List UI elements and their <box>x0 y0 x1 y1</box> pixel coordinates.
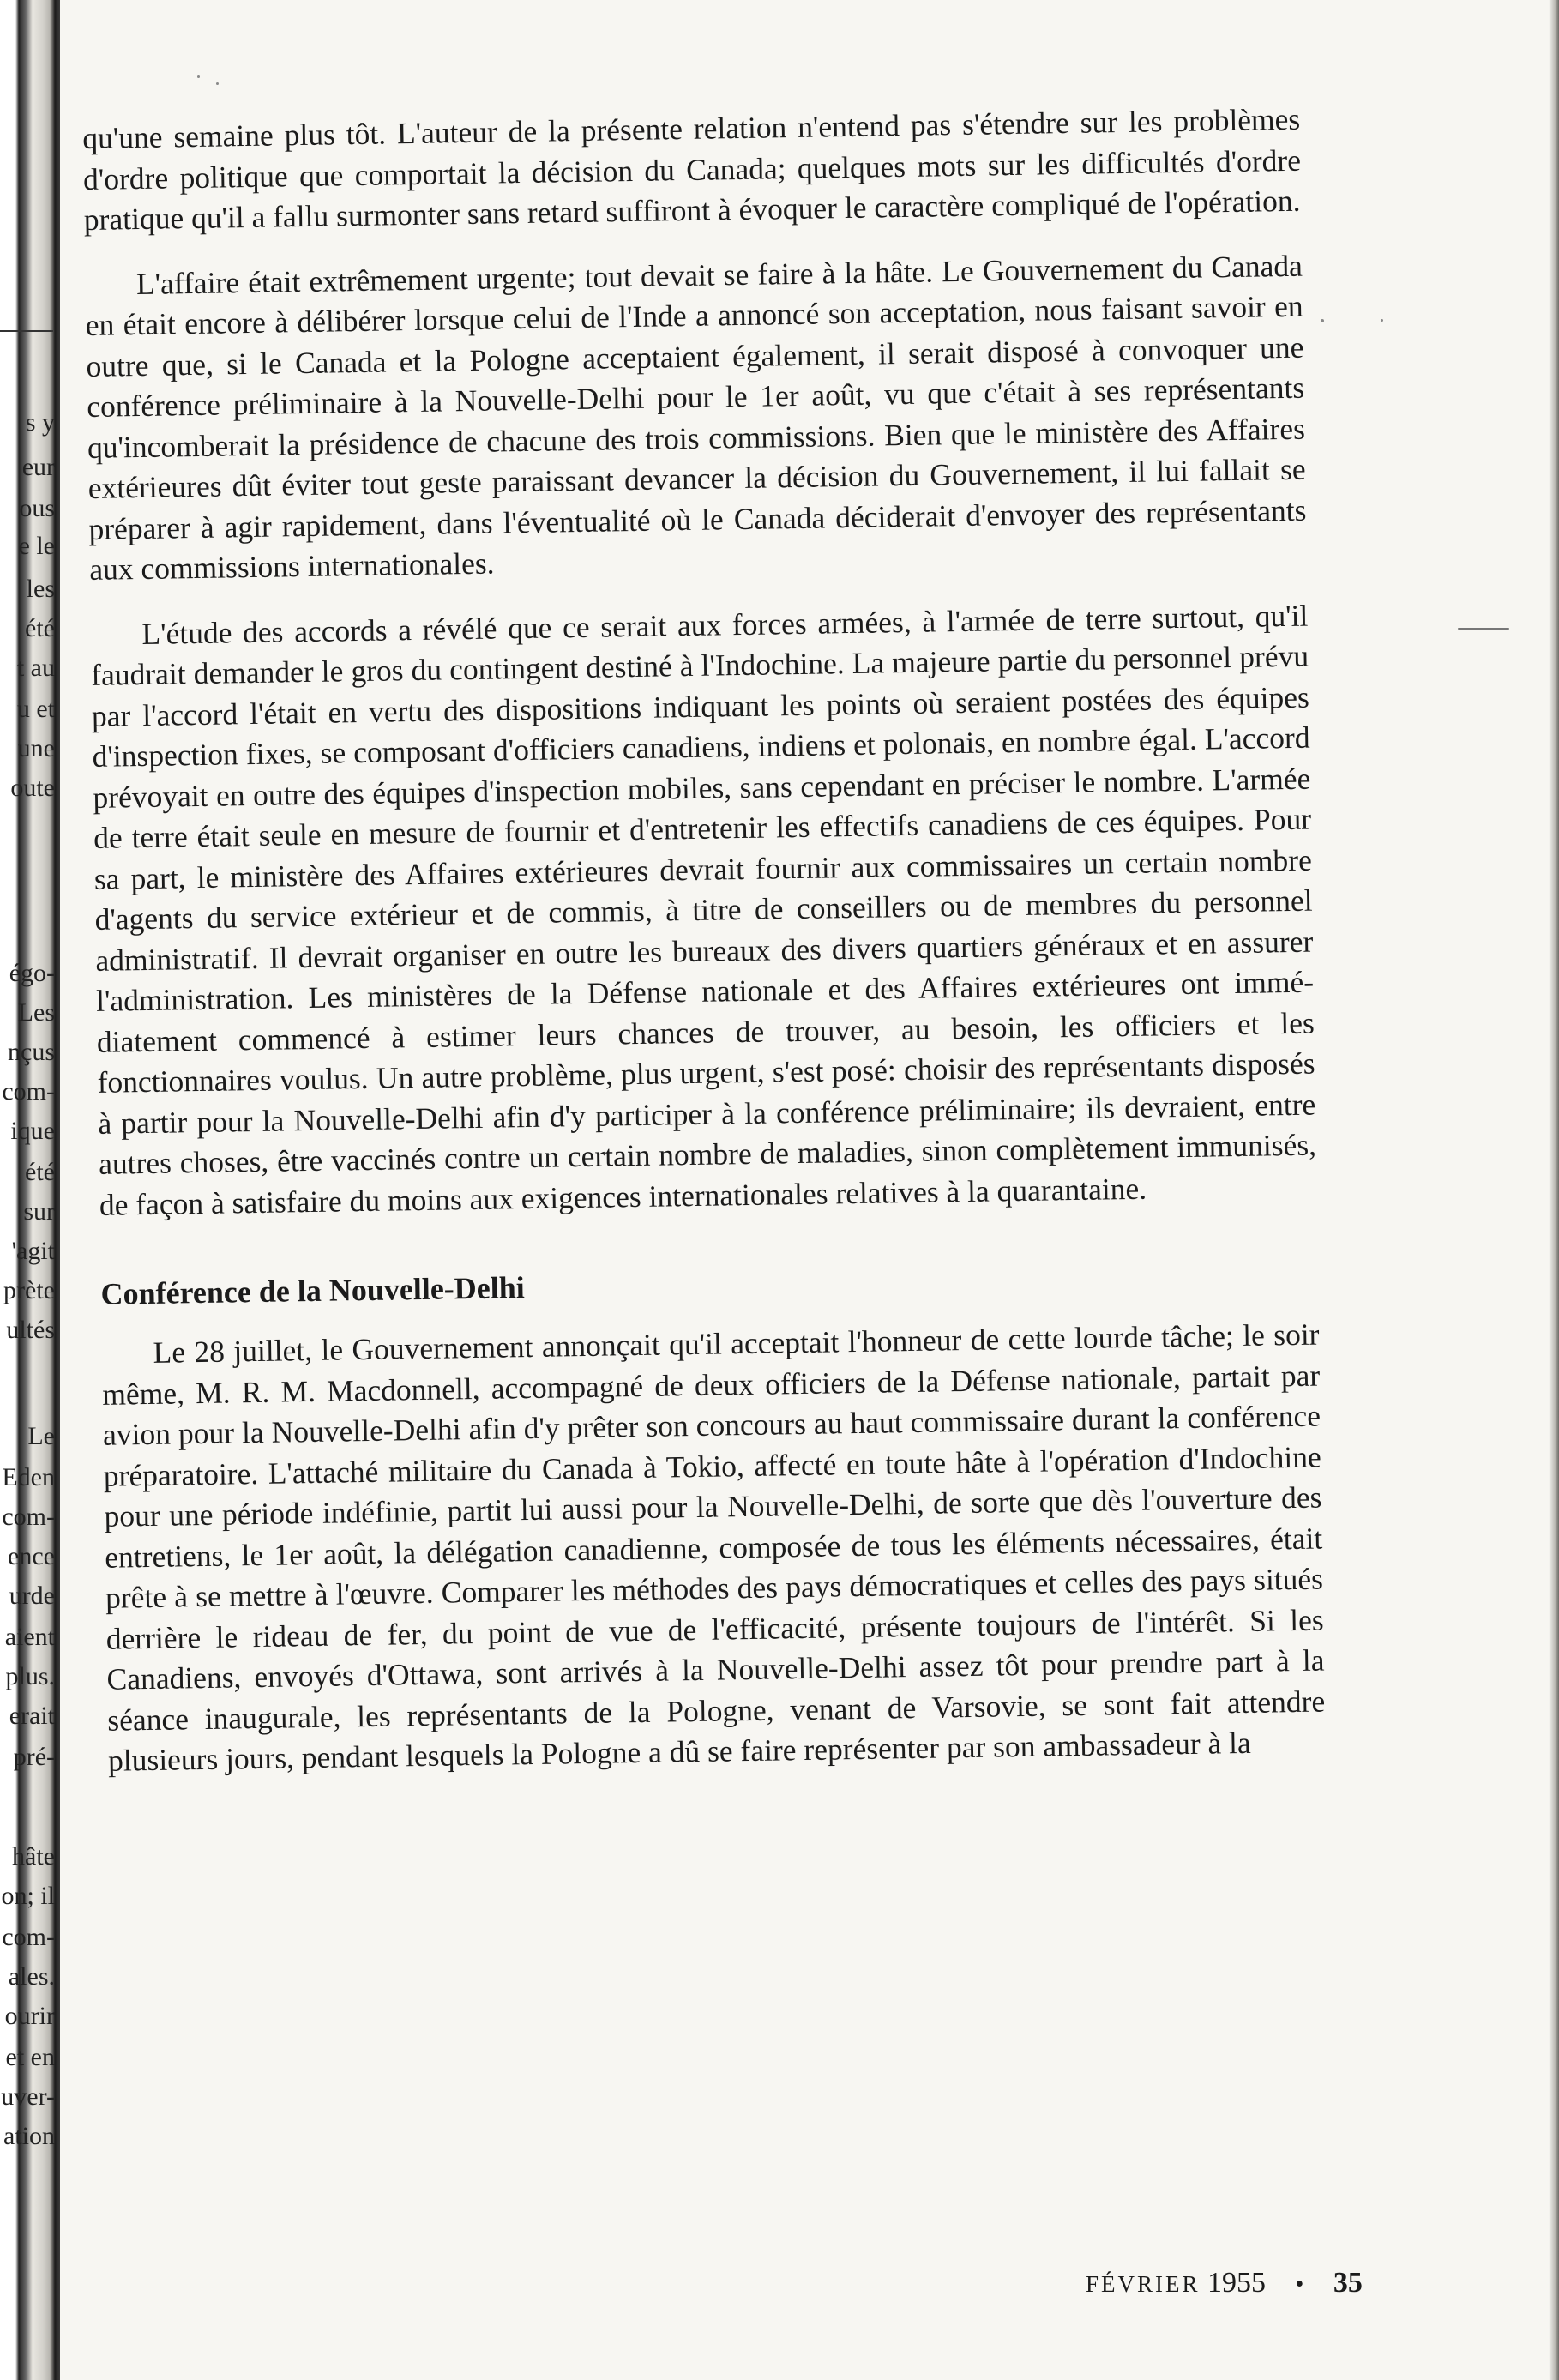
footer-month: FÉVRIER <box>1086 2271 1201 2297</box>
facing-page-fragments <box>0 0 60 2380</box>
facing-fragment: uver- <box>1 2082 55 2111</box>
facing-fragment: ence <box>8 1542 55 1570</box>
facing-fragment: oute <box>10 774 55 802</box>
facing-fragment: 'agit <box>11 1237 55 1265</box>
facing-fragment: prète <box>3 1276 55 1304</box>
article-column <box>82 99 1326 1782</box>
facing-fragment: u et <box>16 695 55 723</box>
facing-fragment: été <box>25 614 55 642</box>
facing-fragment: e le <box>18 532 55 560</box>
facing-fragment: une <box>17 734 55 762</box>
facing-fragment: Les <box>17 998 55 1027</box>
facing-fragment: urde <box>9 1582 55 1610</box>
facing-fragment: s y <box>25 408 55 437</box>
facing-fragment: nçus <box>8 1038 55 1066</box>
facing-fragment: Le <box>27 1422 55 1450</box>
page-footer <box>1086 2266 1363 2302</box>
facing-fragment: ous <box>19 494 55 522</box>
facing-fragment: et en <box>5 2043 55 2071</box>
facing-fragment: hâte <box>12 1842 55 1871</box>
footer-year: 1955 <box>1207 2267 1267 2299</box>
facing-fragment: on; il <box>1 1882 55 1910</box>
page-edge-shadow <box>1549 0 1559 2380</box>
facing-fragment: plus. <box>5 1662 55 1690</box>
section-heading: Conférence de la Nouvelle-Delhi <box>100 1270 526 1311</box>
facing-fragment: com- <box>2 1923 55 1951</box>
facing-fragment: com- <box>2 1503 55 1531</box>
facing-fragment: été <box>25 1158 55 1186</box>
facing-fragment: ourir <box>4 2002 55 2030</box>
scan-speck <box>197 75 200 78</box>
paragraph: Le 28 juillet, le Gouvernement annonçait qu'il acceptait l'honneur de cette lourde tâche; le soir même, M. R. M. Macdonnell, accompagné de deux officiers de la Défense nationale, partait par avion pour la Nouvelle-Delhi afin d'y prêter son concours au haut commissaire durant la conférence préparatoire. L'attaché militaire du Canada à Tokio, affecté en toute hâte à l'opération d'Indochine pour une période indéfinie, partit lui aussi pour la Nouvelle-Delhi, de sorte que dès l'ouverture des entretiens, le 1er août, la délégation canadienne, composée de tous les éléments nécessaires, était prête à se mettre à l'œuvre. Comparer les méthodes des pays démocratiques et celles des pays situés derrière le rideau de fer, du point de vue de l'efficacité, présente toujours de l'intérêt. Si les Canadiens, envoyés d'Ottawa, sont arrivés à la Nouvelle-Delhi assez tôt pour prendre part à la séance inaugurale, les représentants de la Pologne, venant de Varsovie, se sont fait attendre plusieurs jours, pendant lesquels la Pologne a dû se faire représenter par son ambassadeur à la <box>102 1317 1326 1778</box>
facing-fragment: ultés <box>6 1316 55 1344</box>
paragraph: qu'une semaine plus tôt. L'auteur de la présente relation n'entend pas s'étendre sur les problèmes d'ordre politique que comportait la décision du Canada; quelques mots sur les difficultés d'ordre pratique qu'il a fallu surmonter sans retard suffiront à évoquer le caractère compliqué de l'opération. <box>82 101 1302 237</box>
facing-fragment: aient <box>4 1623 55 1651</box>
facing-fragment: sur <box>23 1197 55 1226</box>
facing-fragment: ation <box>3 2122 55 2150</box>
facing-fragment: ique <box>10 1117 55 1145</box>
facing-fragment: ales. <box>8 1962 55 1991</box>
facing-fragment: eur <box>21 453 55 481</box>
facing-fragment: com- <box>2 1077 55 1106</box>
scan-speck <box>1458 628 1509 630</box>
facing-fragment: Eden <box>2 1463 55 1491</box>
facing-fragment: les <box>26 575 55 603</box>
scan-speck <box>1321 319 1324 322</box>
scan-speck <box>216 82 219 85</box>
facing-fragment: t au <box>16 654 55 682</box>
paragraph: L'étude des accords a révélé que ce serait aux forces armées, à l'armée de terre surtout, qu'il faudrait demander le gros du contingent destiné à l'Indochine. La majeure partie du personnel prévu par l'accord l'était en vertu des dispositions indiquant les points où seraient postées des équipes d'inspection fixes, se composant d'officiers canadiens, indiens et polonais, en nombre égal. L'accord prévoyait en outre des équipes d'inspection mobiles, sans cependant en préciser le nombre. L'armée de terre était seule en mesure de fournir et d'entretenir les effectifs canadiens de ces équipes. Pour sa part, le ministère des Affaires extérieures devrait fournir aux commissaires un certain nombre d'agents du service extérieur et de commis, à titre de conseillers ou de membres du personnel administratif. Il devrait organiser en outre les bureaux des divers quartiers généraux et en assurer l'administration. Les ministères de la Défense nationale et des Affaires extérieures ont immédiatement commencé à estimer leurs chances de trouver, au besoin, les officiers et les fonctionnaires voulus. Un autre problème, plus urgent, s'est posé: choisir des représentants disposés à partir pour la Nouvelle-Delhi afin d'y participer à la conférence préliminaire; ils devraient, entre autres choses, être vaccinés contre un certain nombre de maladies, sinon complètement immunisés, de façon à satisfaire du moins aux exigences internationales relatives à la quarantaine. <box>90 598 1317 1222</box>
facing-fragment: égo- <box>9 959 55 987</box>
paragraph: L'affaire était extrêmement urgente; tout devait se faire à la hâte. Le Gouvernement du Canada en était encore à délibérer lorsque celui de l'Inde a annoncé son acceptation, nous faisant savoir en outre que, si le Canada et la Pologne acceptaient également, il serait disposé à convoquer une conférence préliminaire à la Nouvelle-Delhi pour le 1er août, vu que c'était à ses représentants qu'incomberait la présidence de chacune des trois commissions. Bien que le ministère des Affaires extérieures dût éviter tout geste paraissant devancer la décision du Gouvernement, il lui fallait se préparer à agir rapidement, dans l'éventualité où le Canada déciderait d'envoyer des représentants aux commissions internationales. <box>85 248 1307 587</box>
facing-fragment: erait <box>9 1702 55 1730</box>
scan-speck <box>1381 319 1383 322</box>
facing-fragment: pré- <box>13 1743 55 1771</box>
footer-separator: • <box>1295 2271 1304 2298</box>
facing-rule <box>0 330 53 332</box>
page-number: 35 <box>1333 2267 1363 2299</box>
